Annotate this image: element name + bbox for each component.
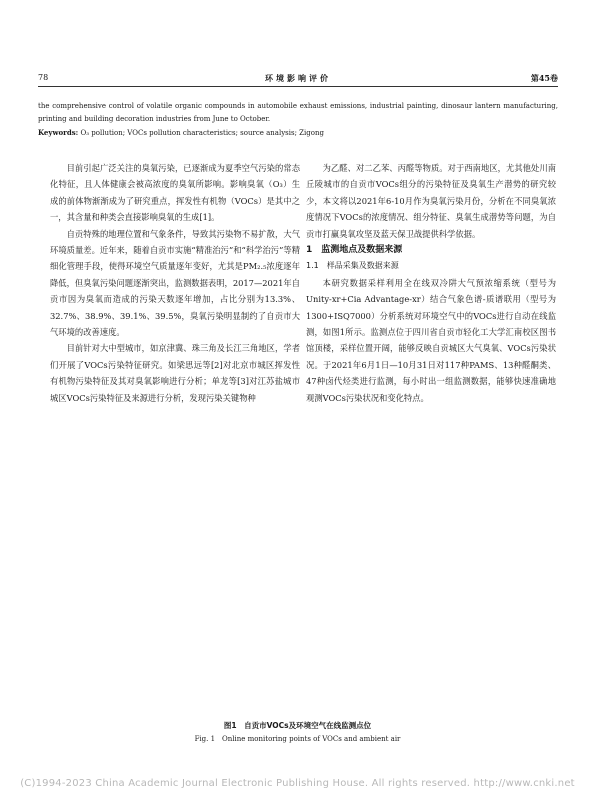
paragraph: 为乙醛、对二乙苯、丙醛等物质。对于西南地区，尤其他处川南丘陵城市的自贡市VOCs组分的污染特征及臭氧生产潜势的研究较少，本文将以2021年6-10月作为臭氧污染月份，分析在不同臭氧浓度情况下VOCs的浓度情况、组分特征、臭氧生成潜势等问题，为自贡市打赢臭氧攻坚及蓝天保卫战提供科学依据。 (306, 163, 556, 239)
figure-placeholder (160, 560, 440, 710)
left-column (50, 160, 300, 406)
paragraph: 目前针对大中型城市，如京津冀、珠三角及长江三角地区，学者们开展了VOCs污染特征研究。如梁思远等[2]对北京市城区挥发性有机物污染特征及其对臭氧影响进行分析；单龙等[3]对江苏盐城市城区VOCs污染特征及来源进行分析，发现污染关键物种 (50, 343, 300, 403)
figure-caption-en: Fig. 1 Online monitoring points of VOCs and ambient air (194, 735, 401, 743)
section-heading: 1 监测地点及数据来源 (306, 245, 403, 256)
keywords-label: Keywords: (38, 128, 79, 137)
volume-label: 第45卷 (530, 73, 558, 83)
subsection-heading: 1.1 样品采集及数据来源 (306, 261, 399, 271)
paragraph: 本研究数据采样利用全在线双冷阱大气预浓缩系统（型号为Unity-xr+Cia Advantage-xr）结合气象色谱-质谱联用（型号为1300+ISQ7000）分析系统对环境空气中的VOCs进行自动在线监测，如图1所示。监测点位于四川省自贡市轻化工大学汇南校区图书馆顶楼，采样位置开阔，能够反映自贡城区大气臭氧、VOCs污染状况。于2021年6月1日—10月31日对117种PAMS、13种醛酮类、47种卤代烃类进行监测，每小时出一组监测数据，能够快速准确地观测VOCs污染状况和变化特点。 (306, 277, 556, 403)
right-column (306, 160, 556, 406)
paragraph: 自贡特殊的地理位置和气象条件，导致其污染物不易扩散，大气环境质量差。近年来，随着自贡市实施“精准治污”和“科学治污”等精细化管理手段，使得环境空气质量逐年变好，尤其是PM₂.₅浓度逐年降低，但臭氧污染问题逐渐突出，监测数据表明，2017—2021年自贡市因为臭氧而造成的污染天数逐年增加，占比分别为13.3%、32.7%、38.9%、39.1%、39.5%，臭氧污染明显制约了自贡市大气环境的改善速度。 (50, 228, 300, 338)
keywords-text: O₃ pollution; VOCs pollution characteristics; source analysis; Zigong (80, 129, 324, 137)
page-number: 78 (38, 73, 49, 82)
keywords (38, 126, 558, 140)
copyright-footer: (C)1994-2023 China Academic Journal Electronic Publishing House. All rights reserved. http://www.cnki.net (20, 778, 575, 789)
running-header (38, 70, 558, 87)
abstract-tail: the comprehensive control of volatile organic compounds in automobile exhaust emissions, industrial painting, dinosaur lantern manufacturing, printing and building decoration industries from June to October. (38, 102, 558, 123)
paragraph: 目前引起广泛关注的臭氧污染，已逐渐成为夏季空气污染的常态化特征，且人体健康会被高浓度的臭氧所影响。影响臭氧（O₃）生成的前体物渐渐成为了研究重点，挥发性有机物（VOCs）是其中之一，其含量和种类会直接影响臭氧的生成[1]。 (50, 163, 300, 223)
figure-caption-cn: 图1 自贡市VOCs及环境空气在线监测点位 (223, 721, 372, 730)
journal-name: 环境影响评价 (265, 73, 331, 83)
